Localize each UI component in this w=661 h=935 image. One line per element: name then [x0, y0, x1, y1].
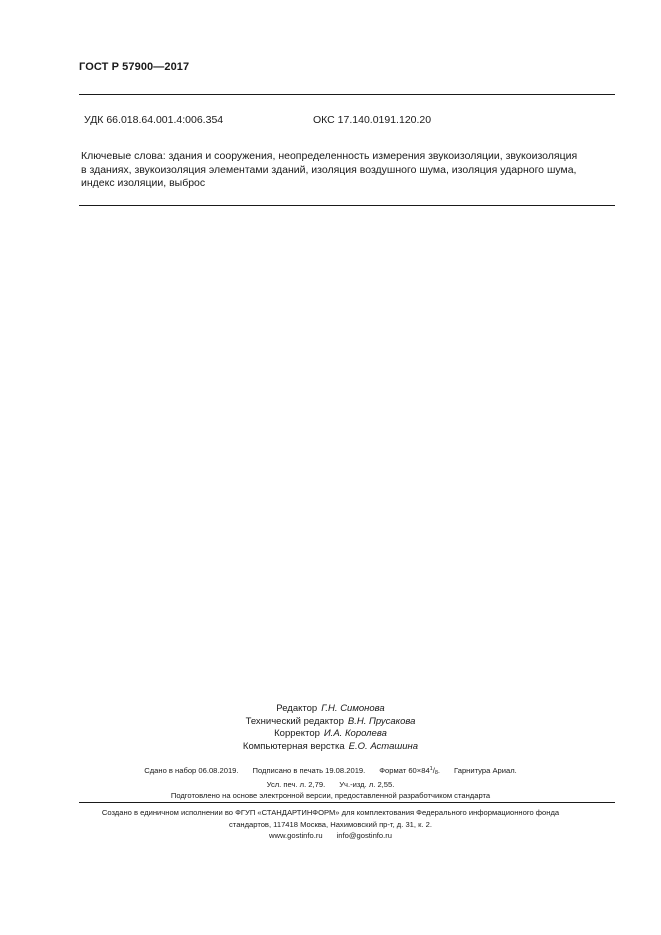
credit-editor	[0, 703, 661, 716]
keywords-line: Ключевые слова: здания и сооружения, неопределенность измерения звукоизоляции, звукоизоляция	[81, 150, 578, 162]
credit-name: И.А. Королева	[323, 728, 387, 739]
credit-name: Е.О. Асташина	[348, 740, 419, 752]
credits-block	[0, 703, 661, 753]
oks-code: ОКС 17.140.0191.120.20	[313, 114, 432, 126]
credit-name: В.Н. Прусакова	[347, 715, 416, 727]
submitted-date: Сдано в набор 06.08.2019.	[144, 766, 239, 775]
publisher-divider	[79, 802, 615, 803]
print-sheets: Усл. печ. л. 2,79.	[266, 780, 326, 789]
credit-role: Технический редактор	[245, 715, 344, 727]
prepared-note: Подготовлено на основе электронной версии, предоставленной разработчиком стандарта	[170, 791, 491, 800]
credit-tech-editor	[0, 716, 661, 729]
publisher-line-2: стандартов, 117418 Москва, Нахимовский пр-т, д. 31, к. 2.	[229, 819, 432, 829]
imprint-line-2	[0, 779, 661, 790]
publisher-contacts	[0, 830, 661, 842]
credit-name: Г.Н. Симонова	[321, 703, 385, 714]
website-link[interactable]: www.gostinfo.ru	[268, 831, 323, 840]
document-code: ГОСТ Р 57900—2017	[79, 61, 190, 73]
credit-role: Корректор	[274, 728, 320, 739]
publisher-block	[0, 807, 661, 842]
credit-role: Редактор	[276, 703, 318, 714]
credit-role: Компьютерная верстка	[242, 740, 345, 752]
typeface: Гарнитура Ариал.	[454, 766, 517, 775]
top-divider	[79, 94, 615, 95]
imprint-block	[0, 764, 661, 801]
udk-code: УДК 66.018.64.001.4:006.354	[84, 114, 224, 126]
keywords-block	[81, 150, 615, 191]
imprint-line-1	[0, 764, 661, 779]
keywords-divider	[79, 205, 615, 206]
keywords-line: индекс изоляции, выброс	[81, 177, 206, 189]
keywords-line: в зданиях, звукоизоляция элементами зданий, изоляция воздушного шума, изоляция ударного шума,	[81, 163, 577, 176]
credit-layout	[0, 741, 661, 754]
pub-sheets: Уч.-изд. л. 2,55.	[339, 780, 395, 789]
publisher-line-1: Создано в единичном исполнении во ФГУП «СТАНДАРТИНФОРМ» для комплектования Федерального информационного фонда	[101, 808, 560, 817]
paper-format: Формат $60\times 84^1/_8$.	[379, 766, 441, 776]
signed-date: Подписано в печать 19.08.2019.	[252, 766, 366, 775]
credit-corrector	[0, 728, 661, 741]
email-link[interactable]: info@gostinfo.ru	[336, 831, 393, 840]
